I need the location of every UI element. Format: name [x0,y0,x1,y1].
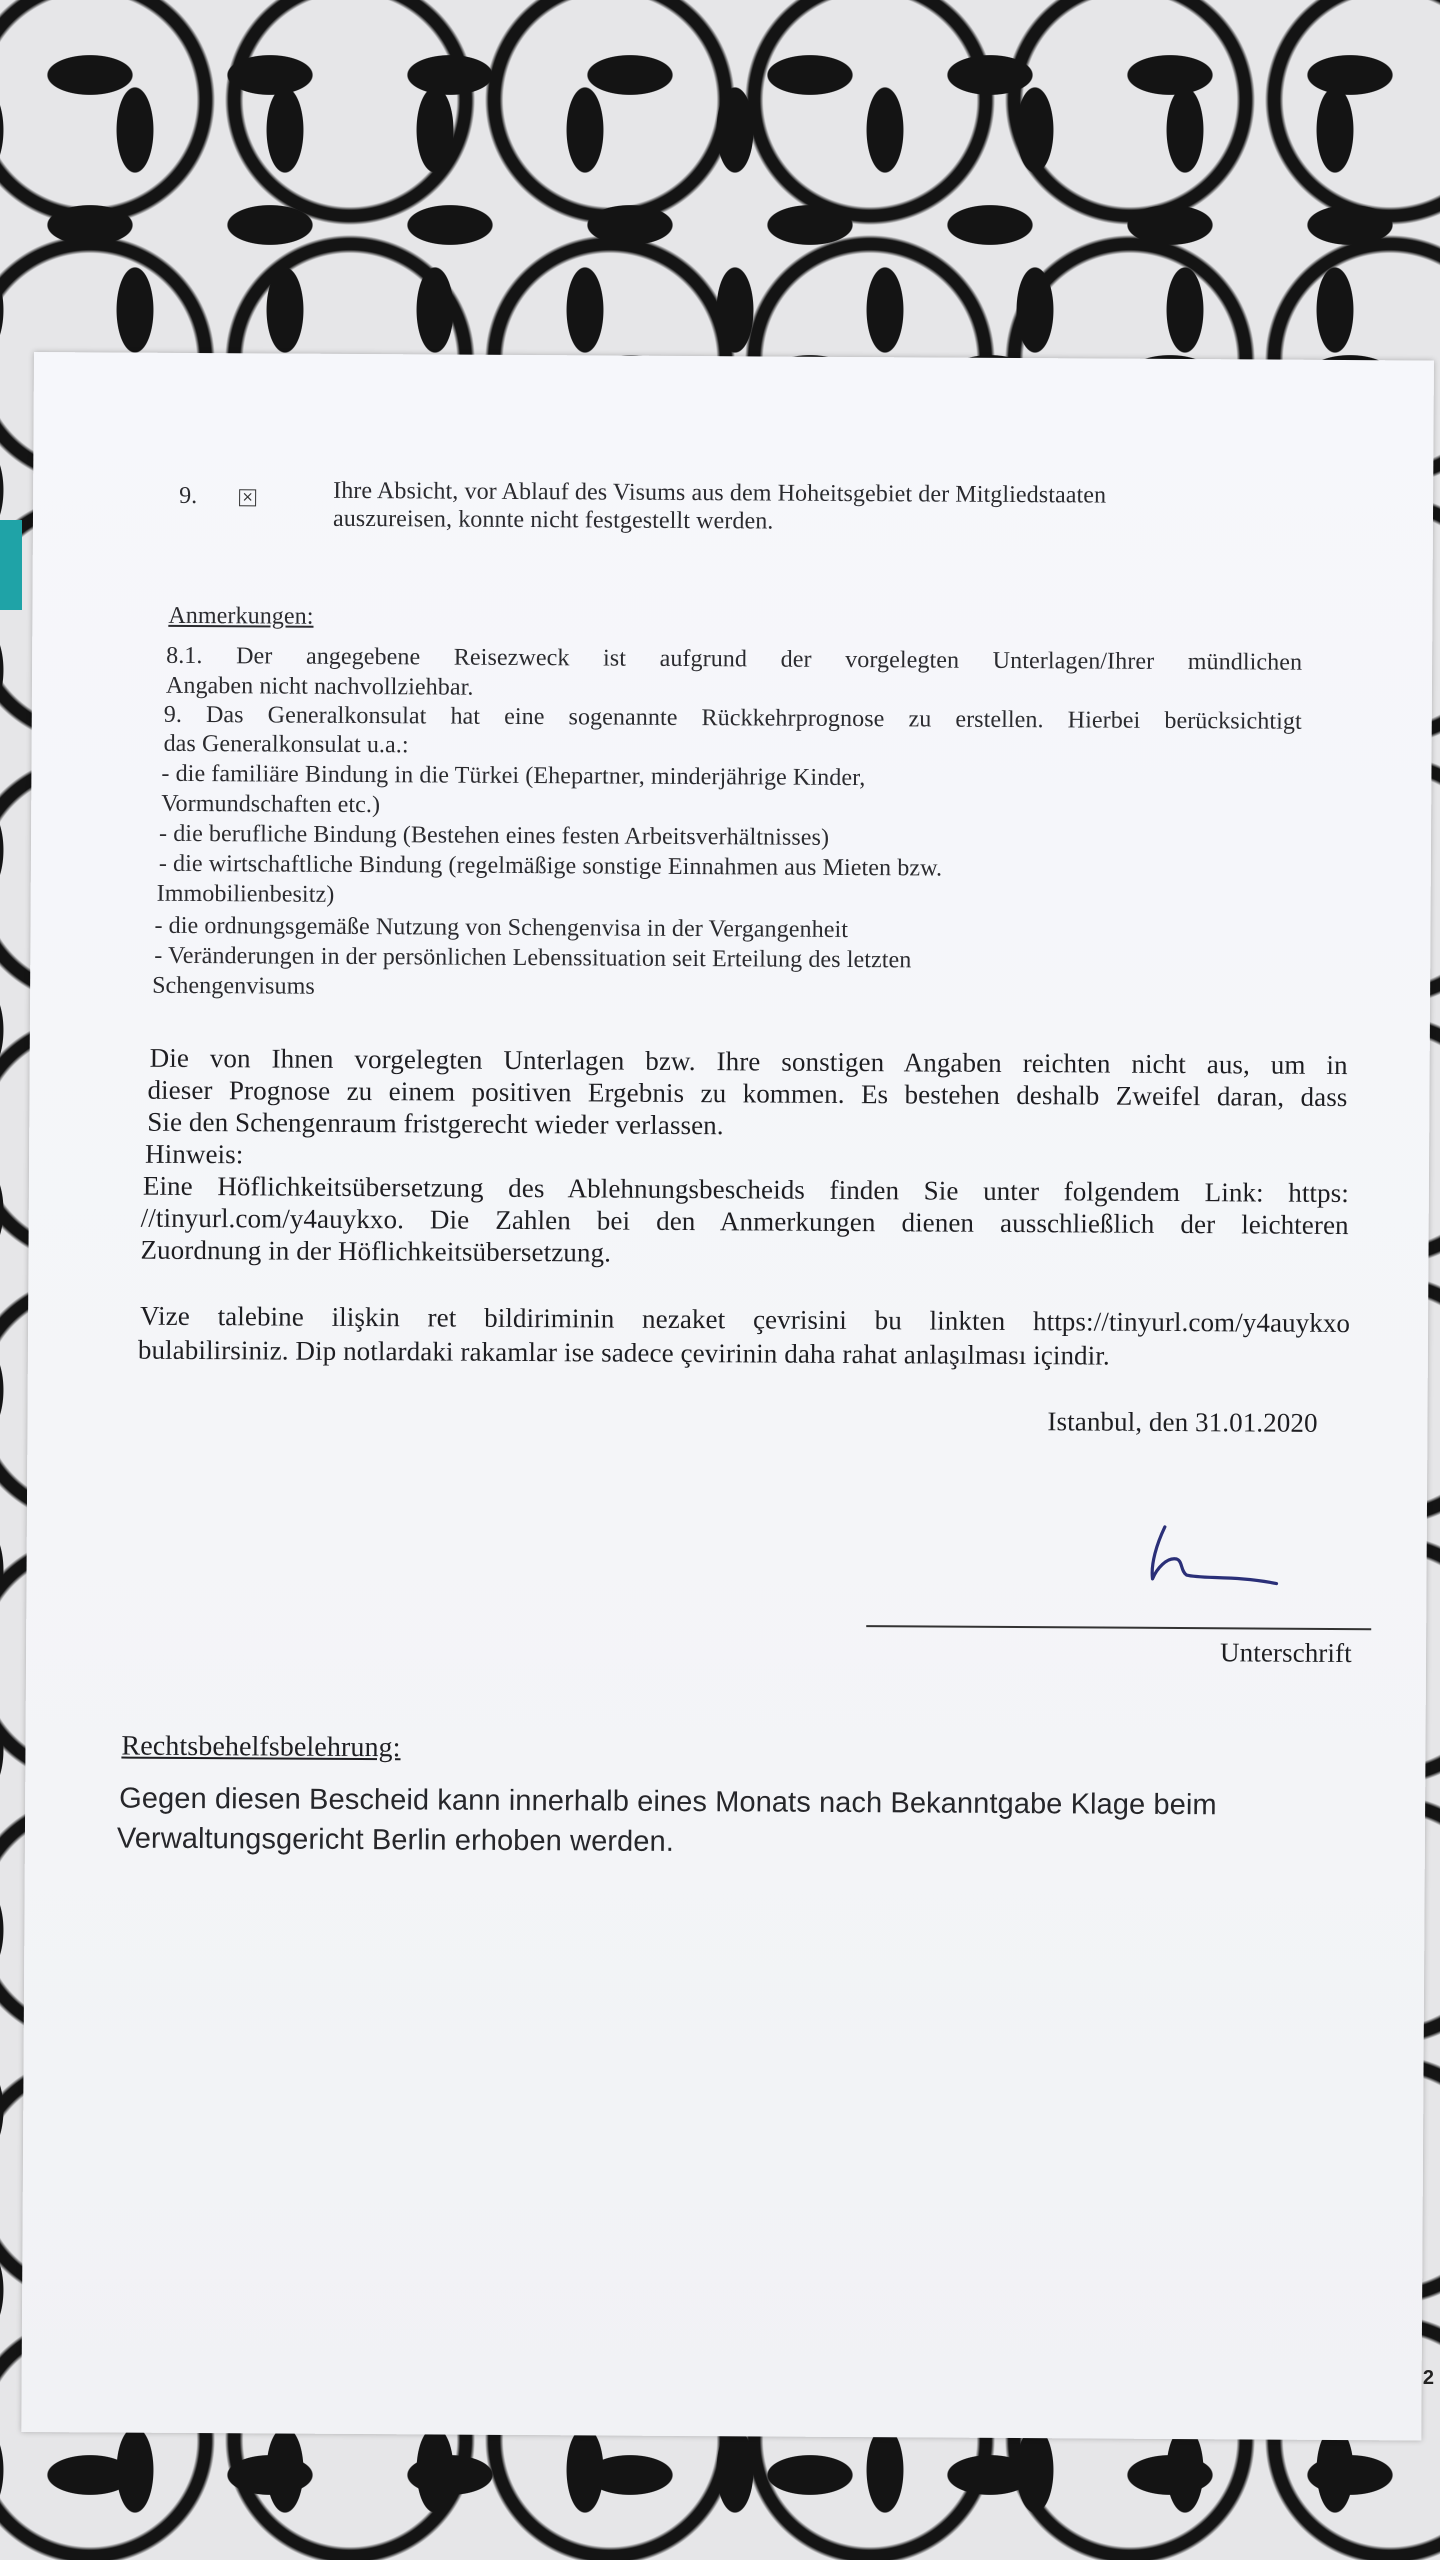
rechtsbehelf-line-1: Gegen diesen Bescheid kann innerhalb eines Monats nach Bekanntgabe Klage beim [119,1782,1217,1822]
turkish-line-1: Vize talebine ilişkin ret bildiriminin nezaket çevrisini bu linkten https://tinyurl.com/y4auykxo [140,1300,1351,1339]
rechtsbehelf-line-2: Verwaltungsgericht Berlin erhoben werden. [116,1822,675,1858]
anmerkungen-line-5: - die familiäre Bindung in die Türkei (Ehepartner, minderjährige Kinder, [161,760,866,792]
item-9-line-2: auszureisen, konnte nicht festgestellt werden. [332,505,774,535]
hinweis-line-1: Eine Höflichkeitsübersetzung des Ablehnungsbescheids finden Sie unter folgendem Link: https: [142,1170,1349,1209]
anmerkungen-line-11: - Veränderungen in der persönlichen Lebenssituation seit Erteilung des letzten [154,942,912,974]
rechtsbehelf-heading: Rechtsbehelfsbelehrung: [121,1730,401,1764]
teal-thread-decoration [0,520,22,610]
item-9-number: 9. [179,482,198,510]
anmerkungen-line-3: 9. Das Generalkonsulat hat eine sogenannte Rückkehrprognose zu erstellen. Hierbei berücksichtigt [163,701,1302,735]
page-number: 2 [1422,2367,1434,2389]
anmerkungen-line-12: Schengenvisums [152,972,315,1000]
place-date: Istanbul, den 31.01.2020 [1047,1406,1318,1438]
anmerkungen-line-6: Vormundschaften etc.) [161,790,381,819]
paragraph-line-2: dieser Prognose zu einem positiven Ergebnis zu kommen. Es bestehen deshalb Zweifel daran, dass [147,1074,1348,1113]
anmerkungen-line-8: - die wirtschaftliche Bindung (regelmäßige sonstige Einnahmen aus Mieten bzw. [158,850,943,882]
anmerkungen-line-2: Angaben nicht nachvollziehbar. [165,672,474,701]
anmerkungen-line-4: das Generalkonsulat u.a.: [163,730,409,759]
item-9-line-1: Ihre Absicht, vor Ablauf des Visums aus dem Hoheitsgebiet der Mitgliedstaaten [333,477,1107,509]
anmerkungen-line-10: - die ordnungsgemäße Nutzung von Schengenvisa in der Vergangenheit [154,912,849,943]
anmerkungen-line-9: Immobilienbesitz) [156,880,335,908]
anmerkungen-heading: Anmerkungen: [168,602,314,630]
hinweis-heading: Hinweis: [145,1138,244,1170]
hinweis-line-2: //tinyurl.com/y4auykxo. Die Zahlen bei den Anmerkungen dienen ausschließlich der leichteren [140,1202,1349,1241]
handwritten-signature [1136,1509,1287,1600]
paragraph-line-3: Sie den Schengenraum fristgerecht wieder verlassen. [147,1106,724,1141]
anmerkungen-line-7: - die berufliche Bindung (Bestehen eines festen Arbeitsverhältnisses) [158,820,830,851]
turkish-line-2: bulabilirsiniz. Dip notlardaki rakamlar ise sadece çevirinin daha rahat anlaşılması içindir. [137,1334,1110,1371]
paragraph-line-1: Die von Ihnen vorgelegten Unterlagen bzw. Ihre sonstigen Angaben reichten nicht aus, um in [149,1042,1348,1081]
hinweis-line-3: Zuordnung in der Höflichkeitsübersetzung. [140,1234,612,1268]
signature-line [866,1625,1371,1630]
signature-label: Unterschrift [1219,1637,1352,1669]
anmerkungen-line-1: 8.1. Der angegebene Reisezweck ist aufgrund der vorgelegten Unterlagen/Ihrer mündlichen [166,642,1303,676]
document-page [21,352,1434,2441]
item-9-checkbox: × [239,489,256,506]
